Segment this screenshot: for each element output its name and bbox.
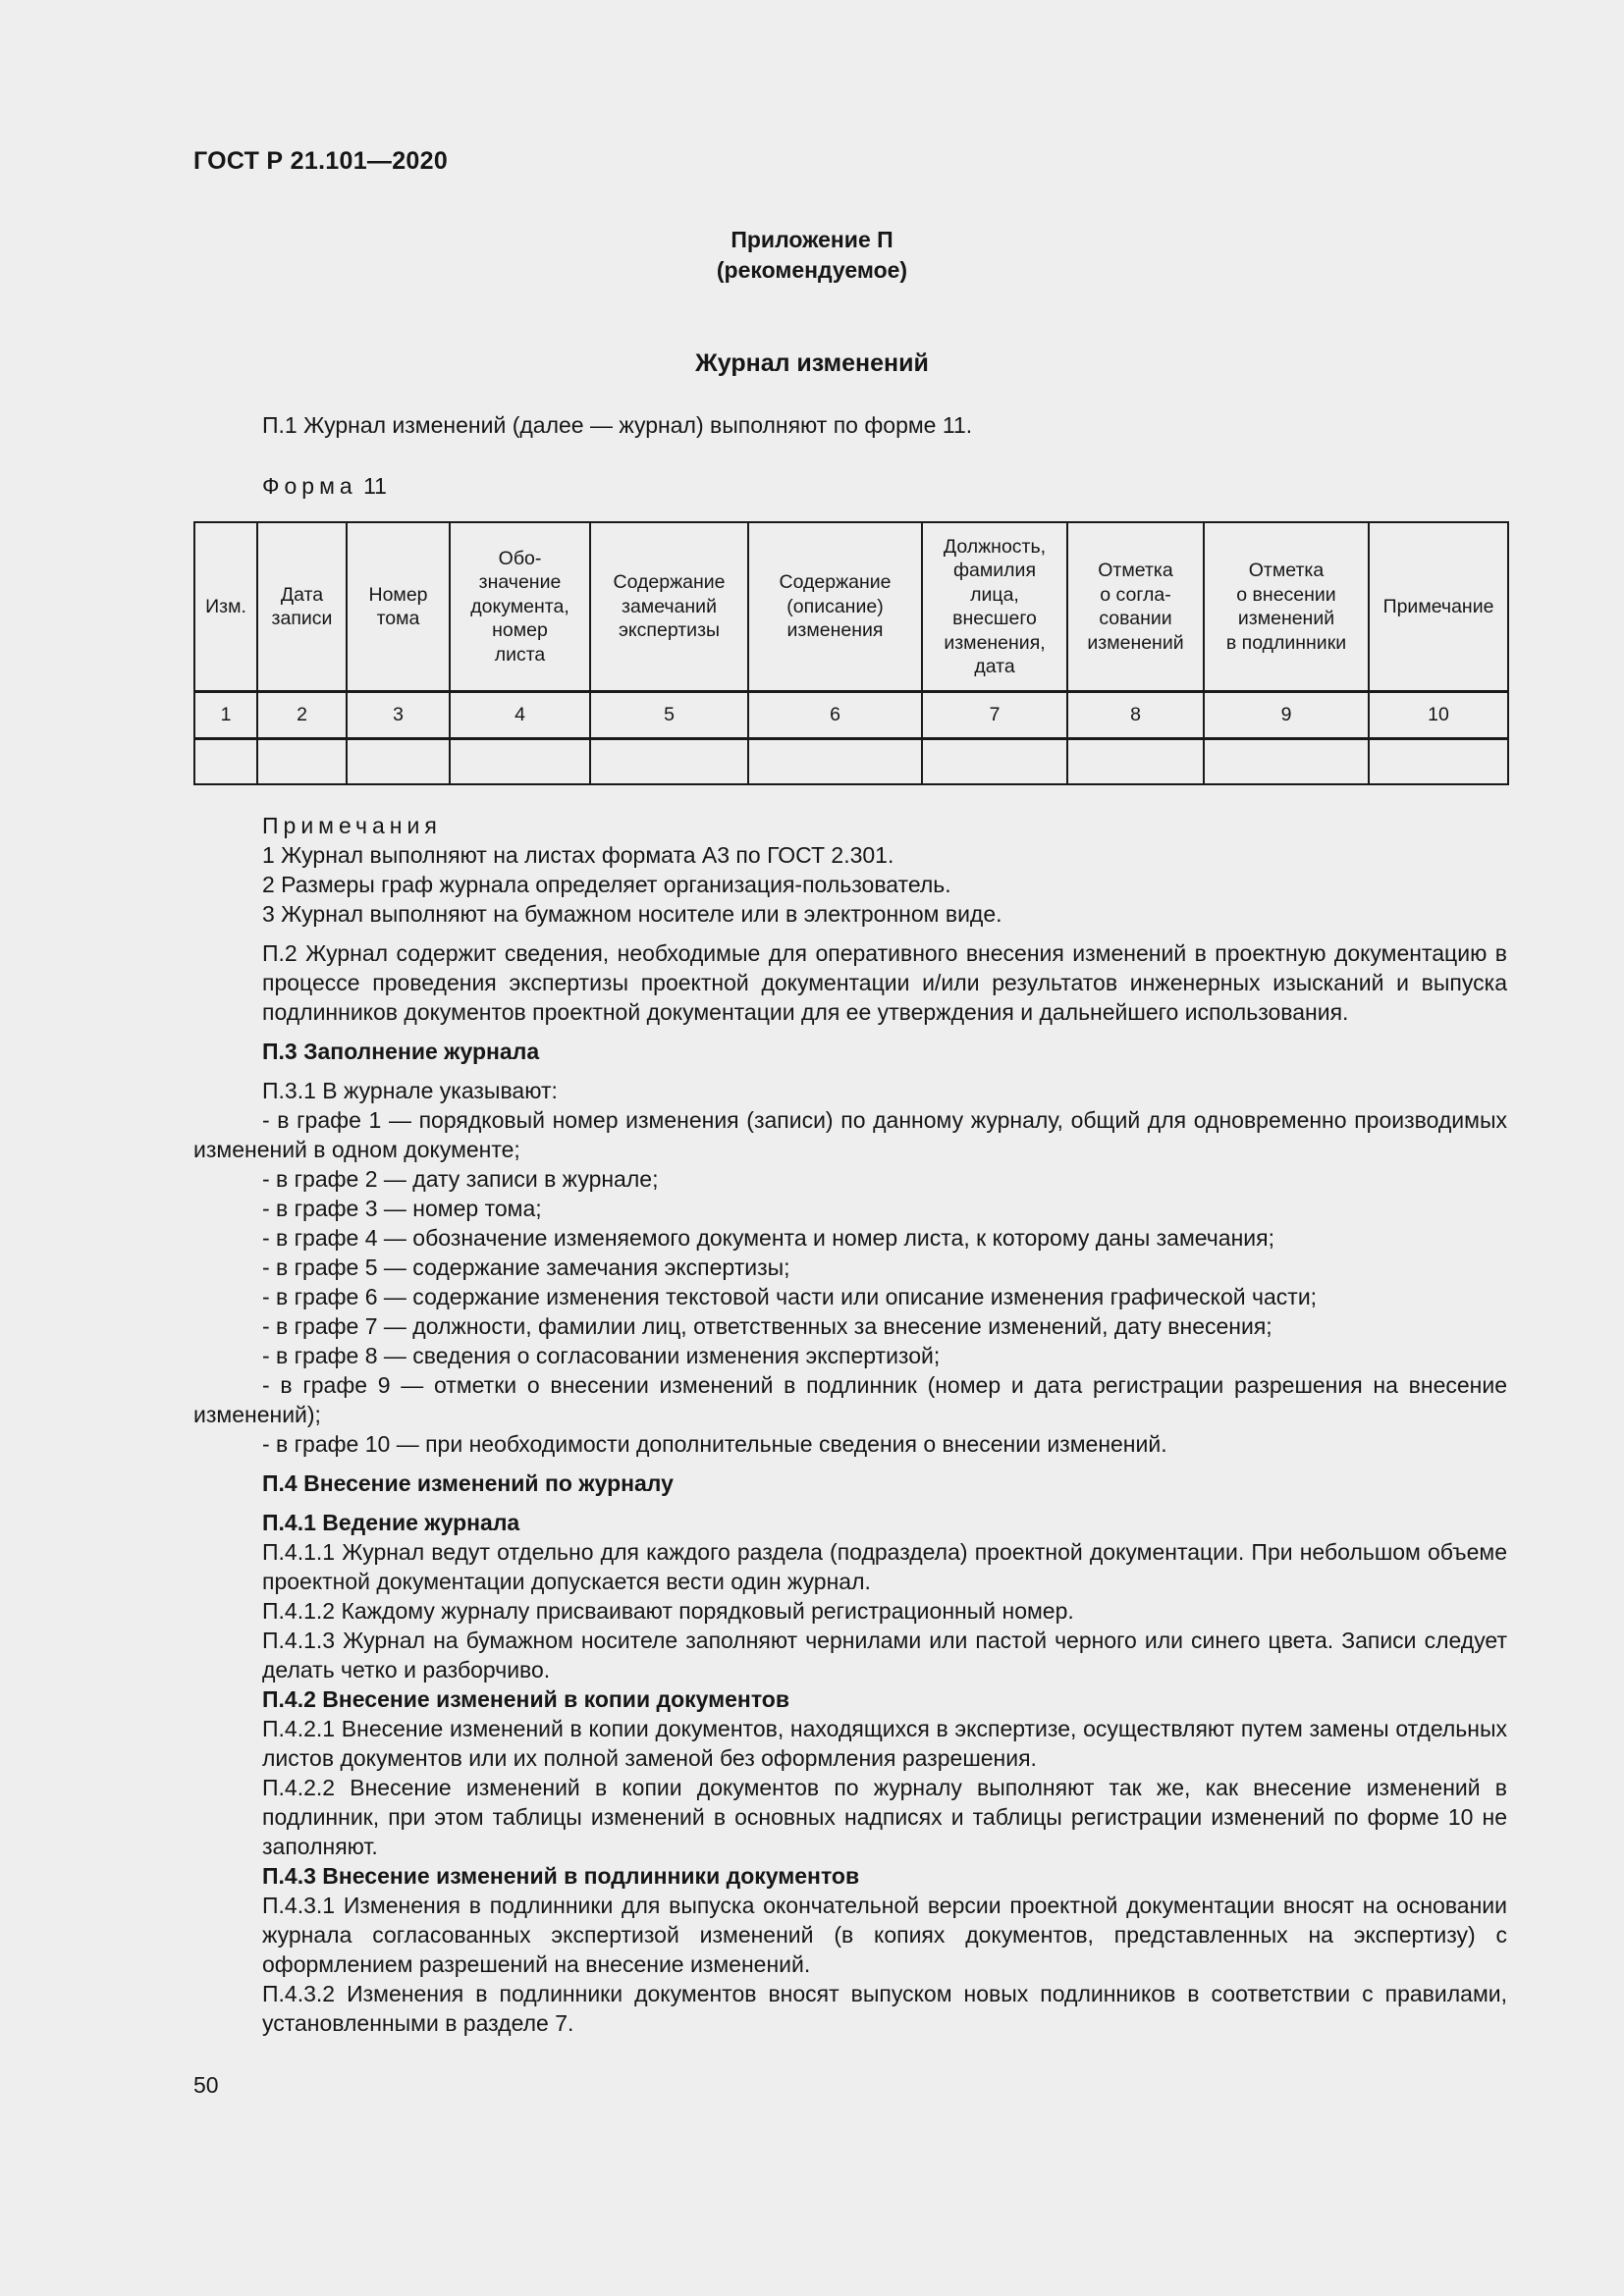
document-code: ГОСТ Р 21.101—2020 <box>193 147 449 175</box>
table-header-cell <box>1204 522 1369 692</box>
column-number-cell: 9 <box>1204 692 1369 739</box>
list-item: - в графе 5 — содержание замечания экспертизы; <box>262 1255 790 1280</box>
list-item: - в графе 7 — должности, фамилии лиц, ответственных за внесение изменений, дату внесения; <box>262 1313 1272 1339</box>
table-header-cell <box>1369 522 1508 692</box>
heading-p42: П.4.2 Внесение изменений в копии документов <box>262 1686 789 1712</box>
note-item: 2 Размеры граф журнала определяет организация-пользователь. <box>262 872 951 897</box>
header-text-line: совании <box>1099 608 1172 629</box>
empty-cell <box>748 739 922 785</box>
header-text-line: Дата <box>280 583 324 606</box>
empty-cell <box>194 739 257 785</box>
list-item: - в графе 3 — номер тома; <box>262 1196 542 1221</box>
heading-p43: П.4.3 Внесение изменений в подлинники документов <box>262 1863 860 1889</box>
paragraph-p412: П.4.1.2 Каждому журналу присваивают порядковый регистрационный номер. <box>262 1598 1074 1624</box>
heading-p4: П.4 Внесение изменений по журналу <box>262 1470 674 1496</box>
header-text-line: дата <box>974 656 1015 677</box>
table-column-numbers-row <box>194 692 1508 739</box>
form-label-word: Форма <box>262 473 357 499</box>
header-text-line: в подлинники <box>1225 631 1347 654</box>
note-item: 3 Журнал выполняют на бумажном носителе или в электронном виде. <box>262 901 1002 927</box>
list-item: - в графе 9 — отметки о внесении изменений в подлинник (номер и дата регистрации разрешения на внесение изменений); <box>193 1372 1507 1427</box>
paragraph-p411: П.4.1.1 Журнал ведут отдельно для каждого раздела (подраздела) проектной документации. При небольшом объеме проектной документации допускается вести один журнал. <box>262 1539 1507 1594</box>
table-header-cell <box>347 522 450 692</box>
form-label-number: 11 <box>363 473 387 499</box>
table-header-cell <box>748 522 922 692</box>
list-item: - в графе 6 — содержание изменения текстовой части или описание изменения графической части; <box>262 1284 1318 1309</box>
table-header-cell <box>922 522 1067 692</box>
table-header-cell <box>450 522 590 692</box>
header-text-line: о согла- <box>1100 583 1171 606</box>
header-text-line: (описание) <box>786 595 884 617</box>
paragraph-p1: П.1 Журнал изменений (далее — журнал) выполняют по форме 11. <box>262 412 973 438</box>
paragraph-p422: П.4.2.2 Внесение изменений в копии документов по журналу выполняют так же, как внесение изменений в подлинник, при этом таблицы изменений в основных надписях и таблицы регистрации изменений по форме 10 не заполняют. <box>262 1775 1507 1859</box>
header-text-line: Обо- <box>498 547 542 569</box>
table-header-cell <box>1067 522 1204 692</box>
column-number-cell: 1 <box>194 692 257 739</box>
header-text-line: экспертизы <box>618 619 721 642</box>
form-label <box>262 473 387 500</box>
paragraph-p31: П.3.1 В журнале указывают: <box>262 1078 558 1103</box>
column-number-cell: 7 <box>922 692 1067 739</box>
list-item: - в графе 1 — порядковый номер изменения (записи) по данному журналу, общий для одновременно производимых изменений в одном документе; <box>193 1107 1507 1162</box>
empty-cell <box>257 739 347 785</box>
empty-cell <box>922 739 1067 785</box>
column-number-cell: 4 <box>450 692 590 739</box>
list-item: - в графе 2 — дату записи в журнале; <box>262 1166 659 1192</box>
list-item: - в графе 10 — при необходимости дополнительные сведения о внесении изменений. <box>262 1431 1167 1457</box>
header-text-line: лица, <box>970 583 1019 606</box>
header-text-line: записи <box>271 608 333 629</box>
header-text-line: документа, <box>470 595 569 617</box>
header-text-line: Изм. <box>205 595 246 617</box>
paragraph-p421: П.4.2.1 Внесение изменений в копии документов, находящихся в экспертизе, осуществляют путем замены отдельных листов документов или их полной заменой без оформления разрешения. <box>262 1716 1507 1771</box>
appendix-subtitle: (рекомендуемое) <box>716 257 908 283</box>
note-item: 1 Журнал выполняют на листах формата А3 по ГОСТ 2.301. <box>262 842 894 868</box>
empty-cell <box>450 739 590 785</box>
table-header-cell <box>257 522 347 692</box>
table-empty-row <box>194 739 1508 785</box>
form-11-table <box>193 521 1509 785</box>
table-header-cell <box>194 522 257 692</box>
header-text-line: номер <box>492 619 548 642</box>
empty-cell <box>347 739 450 785</box>
header-text-line: замечаний <box>622 595 717 617</box>
header-text-line: Должность, <box>943 535 1047 558</box>
list-item: - в графе 8 — сведения о согласовании изменения экспертизой; <box>262 1343 941 1368</box>
header-text-line: внесшего <box>952 608 1037 629</box>
paragraph-p431: П.4.3.1 Изменения в подлинники для выпуска окончательной версии проектной документации вносят на основании журнала согласованных экспертизой изменений (в копиях документов, представленных на экспертизу) с оформлением разрешений на внесение изменений. <box>262 1893 1507 1977</box>
empty-cell <box>1067 739 1204 785</box>
heading-p41: П.4.1 Ведение журнала <box>262 1510 520 1535</box>
header-text-line: изменения <box>786 619 884 642</box>
header-text-line: о внесении <box>1236 583 1336 606</box>
section-title: Журнал изменений <box>695 349 929 377</box>
header-text-line: Номер <box>368 583 428 606</box>
paragraph-p2: П.2 Журнал содержит сведения, необходимые для оперативного внесения изменений в проектную документацию в процессе проведения экспертизы проектной документации и/или результатов инженерных изысканий и выпуска подлинников документов проектной документации для ее утверждения и дальнейшего использования. <box>262 940 1507 1025</box>
column-number-cell: 10 <box>1369 692 1508 739</box>
heading-p3: П.3 Заполнение журнала <box>262 1039 540 1064</box>
header-text-line: листа <box>494 643 546 666</box>
table-header-row <box>194 522 1508 692</box>
header-text-line: тома <box>376 608 420 629</box>
paragraph-p432: П.4.3.2 Изменения в подлинники документов вносят выпуском новых подлинников в соответствии с правилами, установленными в разделе 7. <box>262 1981 1507 2036</box>
header-text-line: Примечание <box>1382 595 1494 617</box>
notes-heading: Примечания <box>262 813 442 838</box>
header-text-line: Содержание <box>779 571 892 594</box>
column-number-cell: 2 <box>257 692 347 739</box>
column-number-cell: 8 <box>1067 692 1204 739</box>
header-text-line: изменений <box>1237 608 1335 629</box>
header-text-line: изменения, <box>944 631 1046 654</box>
paragraph-p413: П.4.1.3 Журнал на бумажном носителе заполняют чернилами или пастой черного или синего цвета. Записи следует делать четко и разборчиво. <box>262 1628 1507 1682</box>
header-text-line: значение <box>478 571 562 594</box>
empty-cell <box>1204 739 1369 785</box>
page-number: 50 <box>193 2072 219 2098</box>
header-text-line: Отметка <box>1248 560 1325 581</box>
appendix-title: Приложение П <box>731 227 893 252</box>
header-text-line: Отметка <box>1098 560 1173 581</box>
header-text-line: фамилия <box>952 560 1037 581</box>
body-text <box>193 811 1507 2038</box>
header-text-line: изменений <box>1087 631 1184 654</box>
column-number-cell: 3 <box>347 692 450 739</box>
column-number-cell: 6 <box>748 692 922 739</box>
empty-cell <box>1369 739 1508 785</box>
table-header-cell <box>590 522 748 692</box>
empty-cell <box>590 739 748 785</box>
list-item: - в графе 4 — обозначение изменяемого документа и номер листа, к которому даны замечания; <box>262 1225 1274 1251</box>
header-text-line: Содержание <box>613 571 726 594</box>
column-number-cell: 5 <box>590 692 748 739</box>
